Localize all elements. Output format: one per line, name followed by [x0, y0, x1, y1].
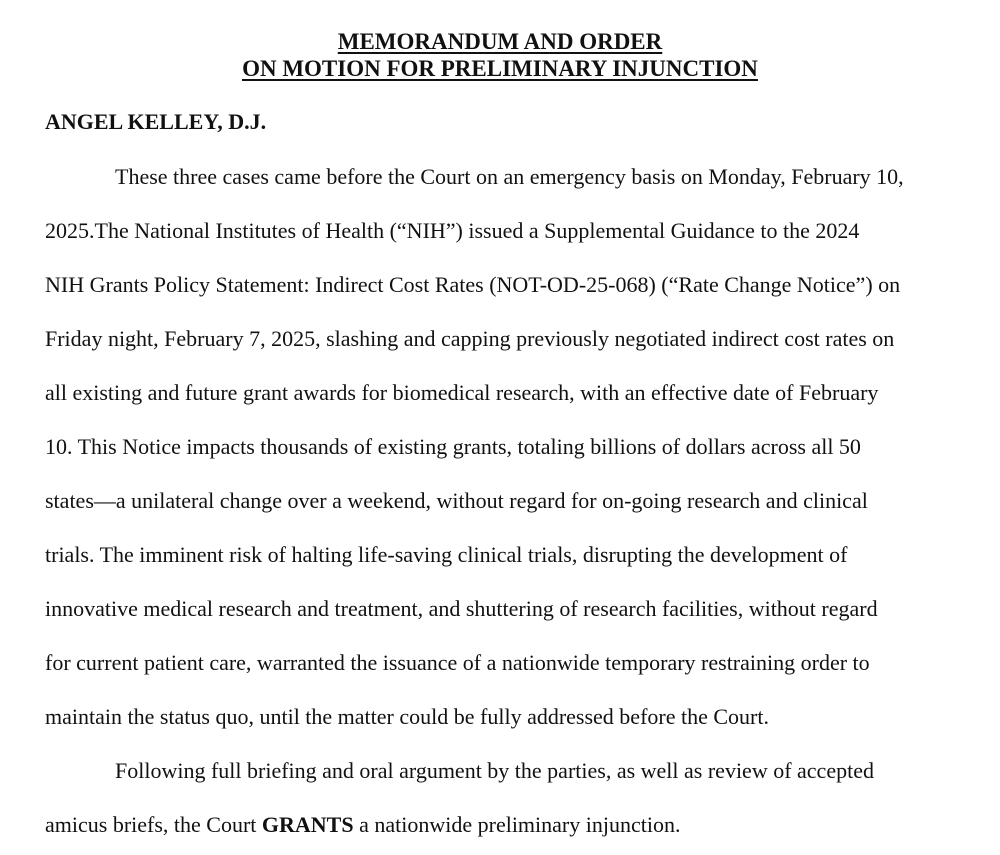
paragraph-1-line-9: innovative medical research and treatment, and shuttering of research facilities, without regard: [45, 596, 878, 621]
memo-title-line-2: ON MOTION FOR PRELIMINARY INJUNCTION: [242, 56, 758, 81]
paragraph-1-line-10: for current patient care, warranted the issuance of a nationwide temporary restraining order to: [45, 650, 870, 675]
paragraph-1-line-7: states—a unilateral change over a weekend, without regard for on-going research and clinical: [45, 488, 868, 513]
paragraph-1-line-2: 2025.The National Institutes of Health (“NIH”) issued a Supplemental Guidance to the 2024: [45, 218, 860, 243]
paragraph-1-line-3: NIH Grants Policy Statement: Indirect Cost Rates (NOT-OD-25-068) (“Rate Change Notice”) on: [45, 272, 901, 297]
paragraph-1-line-8: trials. The imminent risk of halting life-saving clinical trials, disrupting the development of: [45, 542, 848, 567]
grants-ruling: GRANTS: [261, 812, 354, 837]
paragraph-2-text-after: a nationwide preliminary injunction.: [353, 812, 681, 837]
paragraph-2-text-before: amicus briefs, the Court: [45, 812, 262, 837]
memo-title-line-1: MEMORANDUM AND ORDER: [337, 29, 663, 54]
paragraph-1-line-4: Friday night, February 7, 2025, slashing and capping previously negotiated indirect cost rates on: [45, 326, 895, 351]
paragraph-1-line-11: maintain the status quo, until the matter could be fully addressed before the Court.: [45, 704, 769, 729]
paragraph-1-line-5: all existing and future grant awards for biomedical research, with an effective date of February: [45, 380, 879, 405]
paragraph-1-line-1: These three cases came before the Court on an emergency basis on Monday, February 10,: [115, 164, 904, 189]
paragraph-2-line-1: Following full briefing and oral argument by the parties, as well as review of accepted: [115, 758, 874, 783]
paragraph-1-line-6: 10. This Notice impacts thousands of existing grants, totaling billions of dollars across all 50: [45, 434, 861, 459]
paragraph-2-line-2: [45, 811, 680, 839]
judge-name: ANGEL KELLEY, D.J.: [45, 109, 267, 134]
